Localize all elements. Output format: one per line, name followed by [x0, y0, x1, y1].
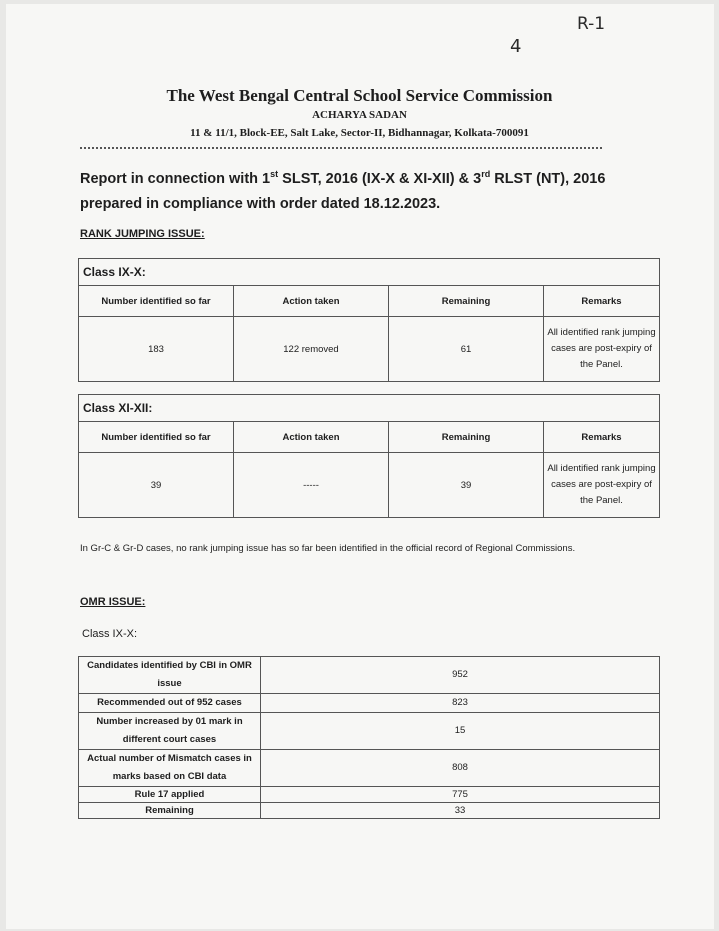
- class-xi-xii-rank-table: [78, 394, 660, 518]
- cell-identified: 183: [79, 317, 234, 382]
- building-name: ACHARYA SADAN: [312, 109, 407, 121]
- col-header-remarks: Remarks: [544, 286, 660, 317]
- cell-remarks: All identified rank jumping cases are post-expiry of the Panel.: [544, 453, 660, 518]
- cell-identified: 39: [79, 453, 234, 518]
- omr-row-label: Recommended out of 952 cases: [79, 694, 261, 713]
- omr-row-label: Actual number of Mismatch cases in marks based on CBI data: [79, 750, 261, 787]
- omr-row-label: Number increased by 01 mark in different court cases: [79, 713, 261, 750]
- cell-remarks: All identified rank jumping cases are post-expiry of the Panel.: [544, 317, 660, 382]
- table-caption: Class IX-X:: [79, 259, 660, 286]
- omr-heading: OMR ISSUE:: [80, 596, 146, 608]
- omr-row-value: 952: [261, 657, 660, 694]
- rank-jumping-heading: RANK JUMPING ISSUE:: [80, 228, 205, 240]
- col-header-identified: Number identified so far: [79, 422, 234, 453]
- handwritten-page-number: 4: [510, 36, 522, 57]
- omr-row-value: 808: [261, 750, 660, 787]
- col-header-action: Action taken: [234, 422, 389, 453]
- col-header-identified: Number identified so far: [79, 286, 234, 317]
- cell-remaining: 39: [389, 453, 544, 518]
- rank-jumping-note: In Gr-C & Gr-D cases, no rank jumping issue has so far been identified in the official record of Regional Commissions.: [80, 543, 576, 554]
- cell-action: 122 removed: [234, 317, 389, 382]
- omr-table: [78, 656, 660, 819]
- organization-name: The West Bengal Central School Service Commission: [166, 86, 553, 105]
- omr-row-value: 823: [261, 694, 660, 713]
- col-header-action: Action taken: [234, 286, 389, 317]
- omr-class-label: Class IX-X:: [82, 628, 138, 640]
- omr-row-value: 33: [261, 803, 660, 819]
- report-title: Report in connection with 1st SLST, 2016 (IX-X & XI-XII) & 3rd RLST (NT), 2016 prepared in compliance with order dated 18.12.2023.: [80, 169, 606, 212]
- header-divider: [80, 147, 602, 149]
- omr-row-label: Rule 17 applied: [79, 787, 261, 803]
- col-header-remarks: Remarks: [544, 422, 660, 453]
- omr-row-label: Candidates identified by CBI in OMR issue: [79, 657, 261, 694]
- col-header-remaining: Remaining: [389, 422, 544, 453]
- cell-remaining: 61: [389, 317, 544, 382]
- cell-action: -----: [234, 453, 389, 518]
- omr-row-value: 15: [261, 713, 660, 750]
- omr-row-label: Remaining: [79, 803, 261, 819]
- table-caption: Class XI-XII:: [79, 395, 660, 422]
- class-ix-x-rank-table: [78, 258, 660, 382]
- col-header-remaining: Remaining: [389, 286, 544, 317]
- handwritten-reference-mark: R-1: [577, 14, 606, 34]
- organization-address: 11 & 11/1, Block-EE, Salt Lake, Sector-II, Bidhannagar, Kolkata-700091: [190, 127, 529, 139]
- omr-row-value: 775: [261, 787, 660, 803]
